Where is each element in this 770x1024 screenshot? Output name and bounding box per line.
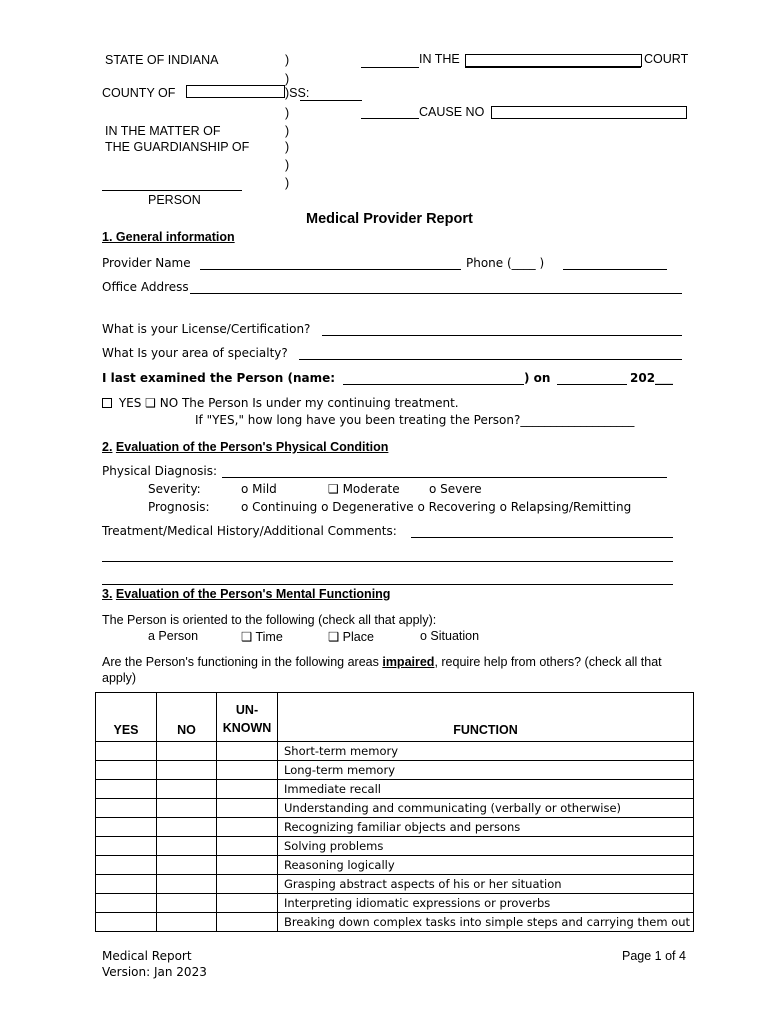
court-line	[361, 67, 419, 68]
function-cell: Reasoning logically	[278, 856, 694, 875]
ss-line	[300, 100, 362, 101]
specialty-field[interactable]	[299, 359, 682, 360]
caption-paren: )	[285, 140, 290, 154]
header-unknown	[217, 693, 278, 742]
cause-no-field[interactable]	[491, 106, 687, 119]
function-cell: Immediate recall	[278, 780, 694, 799]
header-function: FUNCTION	[278, 693, 694, 742]
page-title: Medical Provider Report	[306, 211, 473, 227]
oriented-person[interactable]: a Person	[148, 629, 199, 643]
severity-mild[interactable]: o Mild	[241, 482, 277, 496]
examined-on-label: ) on	[524, 371, 551, 385]
state-label: STATE OF INDIANA	[105, 53, 219, 67]
caption-paren: )	[285, 158, 290, 172]
prognosis-label: Prognosis:	[148, 500, 210, 514]
table-row	[96, 742, 694, 761]
impaired-question	[102, 655, 662, 669]
unknown-cell[interactable]	[217, 875, 278, 894]
court-field[interactable]	[465, 54, 642, 67]
table-row	[96, 913, 694, 932]
examined-name-field[interactable]	[343, 384, 524, 385]
no-cell[interactable]	[157, 761, 217, 780]
no-cell[interactable]	[157, 780, 217, 799]
unknown-cell[interactable]	[217, 894, 278, 913]
function-cell: Short-term memory	[278, 742, 694, 761]
unknown-cell[interactable]	[217, 856, 278, 875]
caption-paren: )	[285, 106, 290, 120]
unknown-cell[interactable]	[217, 837, 278, 856]
provider-name-field[interactable]	[200, 269, 461, 270]
footer-page-number: Page 1 of 4	[622, 949, 686, 963]
header-unknown-line1: UN-	[235, 703, 259, 717]
no-cell[interactable]	[157, 894, 217, 913]
no-cell[interactable]	[157, 742, 217, 761]
unknown-cell[interactable]	[217, 761, 278, 780]
table-row	[96, 780, 694, 799]
footer-doc-name: Medical Report	[102, 949, 192, 963]
section1-heading: 1. General information	[102, 230, 235, 244]
caption-paren: )	[285, 53, 290, 67]
yes-checkbox[interactable]	[102, 398, 112, 408]
function-table	[95, 692, 694, 932]
header-unknown-line2: KNOWN	[222, 721, 272, 735]
oriented-situation[interactable]: o Situation	[420, 629, 480, 643]
function-cell: Grasping abstract aspects of his or her situation	[278, 875, 694, 894]
person-label: PERSON	[148, 193, 201, 207]
prognosis-options[interactable]: o Continuing o Degenerative o Recovering o Relapsing/Remitting	[241, 500, 632, 514]
physical-diagnosis-label: Physical Diagnosis:	[102, 464, 218, 478]
phone-field[interactable]	[563, 269, 667, 270]
table-row	[96, 856, 694, 875]
yes-cell[interactable]	[96, 913, 157, 932]
provider-name-label: Provider Name	[102, 256, 191, 270]
office-address-label: Office Address	[102, 280, 189, 294]
phone-label: Phone (____ )	[466, 256, 545, 270]
table-row	[96, 818, 694, 837]
treatment-history-line[interactable]	[102, 561, 673, 562]
cause-line	[361, 118, 419, 119]
section3-number: 3.	[102, 587, 113, 601]
table-row	[96, 837, 694, 856]
matter-line2: THE GUARDIANSHIP OF	[105, 140, 250, 154]
oriented-place[interactable]: ❑ Place	[328, 630, 374, 644]
no-cell[interactable]	[157, 913, 217, 932]
unknown-cell[interactable]	[217, 799, 278, 818]
caption-paren: )	[285, 124, 290, 138]
court-label: COURT	[644, 52, 689, 66]
function-cell: Solving problems	[278, 837, 694, 856]
license-field[interactable]	[322, 335, 682, 336]
in-the-label: IN THE	[419, 52, 460, 66]
unknown-cell[interactable]	[217, 742, 278, 761]
yes-cell[interactable]	[96, 742, 157, 761]
table-header-row	[96, 693, 694, 742]
impaired-question-cont: apply)	[102, 671, 137, 685]
section2-title: Evaluation of the Person's Physical Condition	[115, 440, 389, 454]
function-cell: Breaking down complex tasks into simple steps and carrying them out	[278, 913, 694, 932]
yes-cell[interactable]	[96, 856, 157, 875]
unknown-cell[interactable]	[217, 780, 278, 799]
examined-year-label: 202___	[630, 371, 674, 385]
function-cell: Interpreting idiomatic expressions or proverbs	[278, 894, 694, 913]
matter-line1: IN THE MATTER OF	[105, 124, 221, 138]
court-field-underline	[465, 67, 641, 68]
severity-label: Severity:	[148, 482, 201, 496]
yes-cell[interactable]	[96, 837, 157, 856]
person-name-line[interactable]	[102, 190, 242, 191]
oriented-question: The Person is oriented to the following (check all that apply):	[102, 613, 437, 627]
header-no: NO	[157, 693, 217, 742]
yes-how-long: If "YES," how long have you been treating the Person?___________________	[195, 413, 635, 427]
header-yes: YES	[96, 693, 157, 742]
function-cell: Long-term memory	[278, 761, 694, 780]
no-cell[interactable]	[157, 837, 217, 856]
function-cell: Understanding and communicating (verbally or otherwise)	[278, 799, 694, 818]
no-cell[interactable]	[157, 799, 217, 818]
yes-cell[interactable]	[96, 875, 157, 894]
treatment-history-field[interactable]	[411, 537, 673, 538]
section2-heading	[102, 440, 388, 454]
table-row	[96, 799, 694, 818]
no-cell[interactable]	[157, 856, 217, 875]
ss-label: )SS:	[285, 86, 310, 100]
examined-label: I last examined the Person (name:	[102, 371, 336, 385]
section3-title: Evaluation of the Person's Mental Functioning	[115, 587, 391, 601]
county-label: COUNTY OF	[102, 86, 176, 100]
examined-date-field[interactable]	[557, 384, 627, 385]
office-address-field[interactable]	[190, 293, 682, 294]
severity-severe[interactable]: o Severe	[429, 482, 482, 496]
impaired-word: impaired	[382, 655, 435, 669]
footer-version: Version: Jan 2023	[102, 965, 207, 979]
specialty-question: What Is your area of specialty?	[102, 346, 288, 360]
table-row	[96, 761, 694, 780]
license-question: What is your License/Certification?	[102, 322, 311, 336]
yes-cell[interactable]	[96, 818, 157, 837]
caption-paren: )	[285, 72, 290, 86]
caption-paren: )	[285, 176, 290, 190]
impaired-question-end: , require help from others? (check all that	[434, 655, 662, 669]
impaired-question-start: Are the Person's functioning in the following areas	[102, 655, 379, 669]
treatment-row	[102, 396, 459, 410]
severity-moderate[interactable]: ❑ Moderate	[328, 482, 400, 496]
unknown-cell[interactable]	[217, 818, 278, 837]
physical-diagnosis-field[interactable]	[222, 477, 667, 478]
county-field[interactable]	[186, 85, 285, 98]
no-cell[interactable]	[157, 875, 217, 894]
yes-cell[interactable]	[96, 780, 157, 799]
section3-heading	[102, 587, 390, 601]
no-cell[interactable]	[157, 818, 217, 837]
treatment-history-line[interactable]	[102, 584, 673, 585]
treatment-text: YES ❑ NO The Person Is under my continuing treatment.	[118, 396, 459, 410]
cause-no-label: CAUSE NO	[419, 105, 485, 119]
function-cell: Recognizing familiar objects and persons	[278, 818, 694, 837]
yes-cell[interactable]	[96, 894, 157, 913]
table-row	[96, 875, 694, 894]
oriented-time[interactable]: ❑ Time	[241, 630, 283, 644]
yes-cell[interactable]	[96, 799, 157, 818]
section2-number: 2.	[102, 440, 113, 454]
yes-cell[interactable]	[96, 761, 157, 780]
treatment-history-label: Treatment/Medical History/Additional Comments:	[102, 524, 397, 538]
table-row	[96, 894, 694, 913]
unknown-cell[interactable]	[217, 913, 278, 932]
